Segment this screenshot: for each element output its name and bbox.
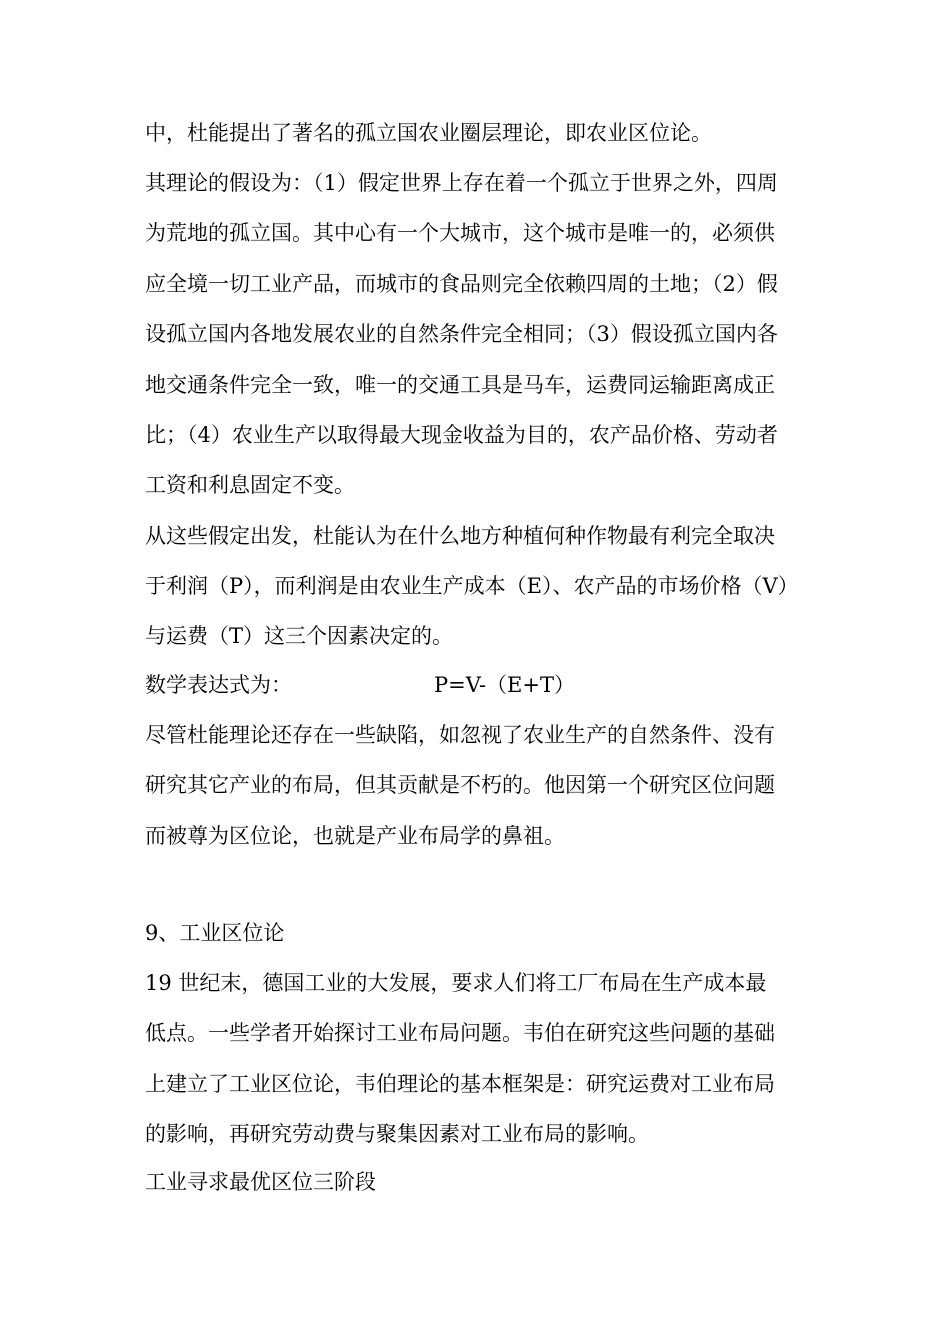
text-line: 上建立了工业区位论，韦伯理论的基本框架是：研究运费对工业布局	[145, 1072, 775, 1096]
text-line: 比；（4）农业生产以取得最大现金收益为目的，农产品价格、劳动者	[145, 423, 778, 447]
text-line: 研究其它产业的布局，但其贡献是不朽的。他因第一个研究区位问题	[145, 773, 775, 797]
text-line: 应全境一切工业产品，而城市的食品则完全依赖四周的土地；（2）假	[145, 272, 778, 296]
text-line: 从这些假定出发，杜能认为在什么地方种植何种作物最有利完全取决	[145, 524, 775, 548]
text-line: 设孤立国内各地发展农业的自然条件完全相同；（3）假设孤立国内各	[145, 322, 778, 346]
text-line: 而被尊为区位论，也就是产业布局学的鼻祖。	[145, 824, 565, 848]
text-line: 工业寻求最优区位三阶段	[145, 1170, 376, 1194]
section-heading: 9、工业区位论	[145, 921, 285, 945]
text-line: 为荒地的孤立国。其中心有一个大城市，这个城市是唯一的，必须供	[145, 221, 775, 245]
text-line: 地交通条件完全一致，唯一的交通工具是马车，运费同运输距离成正	[145, 373, 775, 397]
formula-label: 数学表达式为：	[145, 673, 292, 697]
text-line: 19 世纪末，德国工业的大发展，要求人们将工厂布局在生产成本最	[145, 971, 767, 995]
text-line: 尽管杜能理论还存在一些缺陷，如忽视了农业生产的自然条件、没有	[145, 723, 775, 747]
text-line: 其理论的假设为：（1）假定世界上存在着一个孤立于世界之外，四周	[145, 171, 778, 195]
text-line: 低点。一些学者开始探讨工业布局问题。韦伯在研究这些问题的基础	[145, 1021, 775, 1045]
text-line: 于利润（P），而利润是由农业生产成本（E）、农产品的市场价格（V）	[145, 574, 799, 598]
text-line: 工资和利息固定不变。	[145, 473, 355, 497]
text-line: 中，杜能提出了著名的孤立国农业圈层理论，即农业区位论。	[145, 121, 712, 145]
formula-expression: P=V-（E+T）	[434, 673, 575, 697]
text-line: 与运费（T）这三个因素决定的。	[145, 624, 454, 648]
text-line: 的影响，再研究劳动费与聚集因素对工业布局的影响。	[145, 1122, 649, 1146]
